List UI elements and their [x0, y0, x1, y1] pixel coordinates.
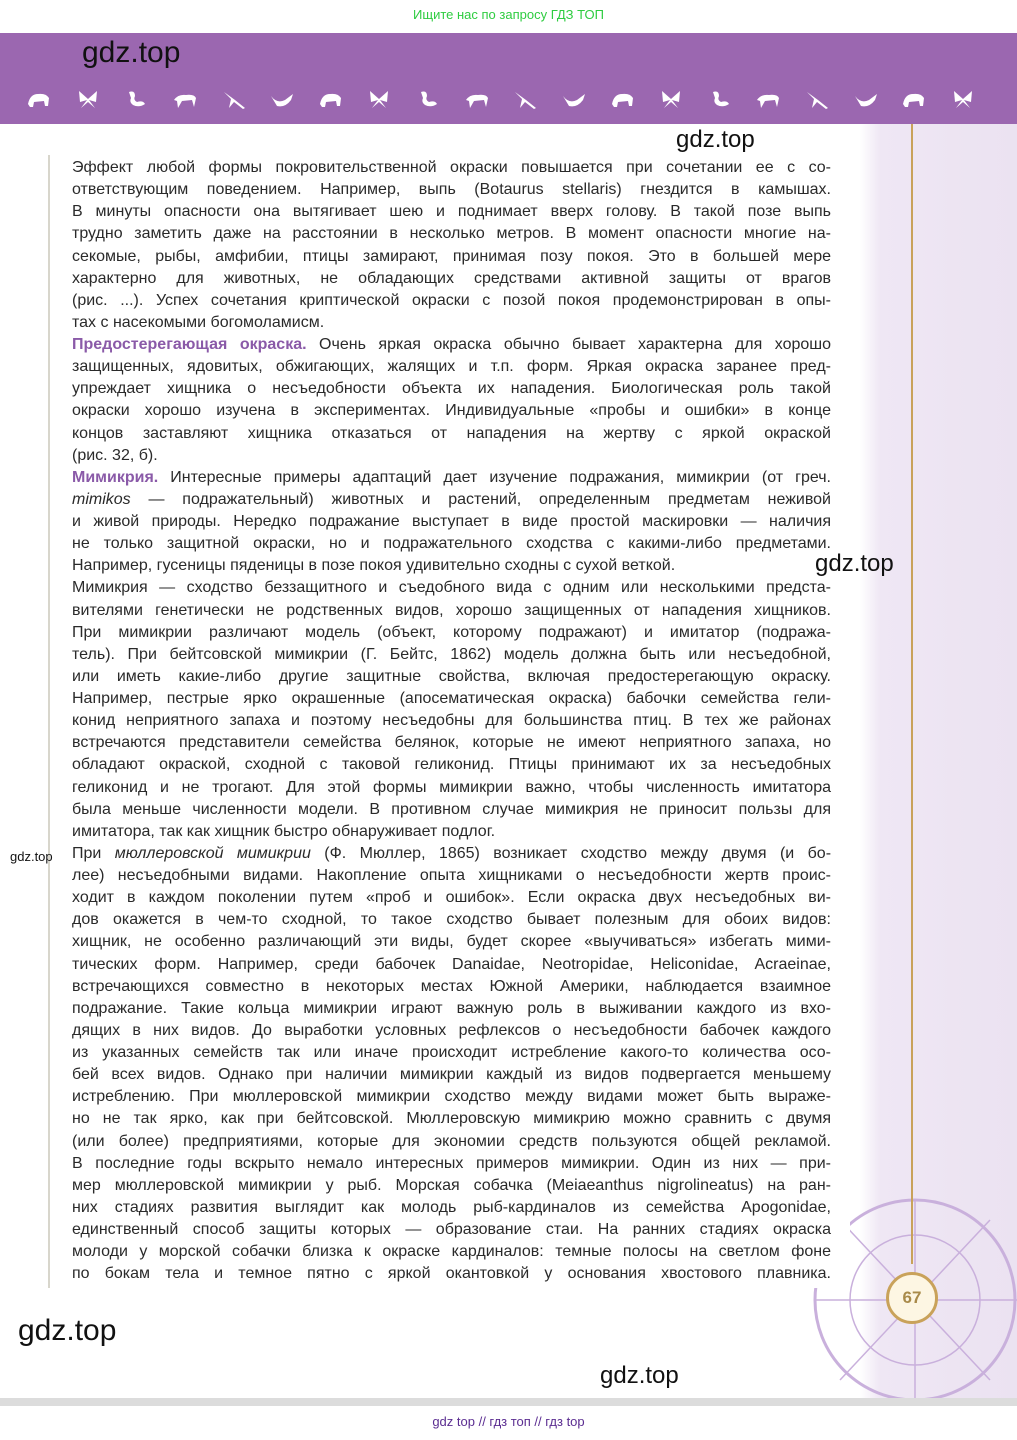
text-segment: секомые, рыбы, амфибии, птицы замирают, принимая позу покоя. Это в большей мере	[72, 247, 831, 265]
animal-silhouette-row	[26, 88, 976, 110]
text-segment: обладают окраской, сходной с таковой геликонид. Птицы принимают их за несъедобных	[72, 756, 831, 774]
text-segment: тель). При бейтсовской мимикрии (Г. Бейтс, 1862) модель должна быть или несъедобной,	[72, 645, 831, 663]
animal-silhouette-icon	[366, 88, 392, 110]
page-bottom-edge	[0, 1398, 1017, 1406]
text-line	[72, 1197, 831, 1219]
text-line	[72, 1219, 831, 1241]
animal-silhouette-icon	[610, 88, 636, 110]
text-segment: (Ф. Мюллер, 1865) возникает сходство между двумя (и бо-	[310, 844, 832, 862]
text-segment: ответствующим поведением. Например, выпь (Botaurus stellaris) гнездится в камышах.	[72, 181, 831, 199]
text-line	[72, 246, 831, 268]
text-line	[72, 1153, 831, 1175]
text-line	[72, 622, 831, 644]
text-segment: вителями генетически не родственных видов, хорошо защищенных от нападения хищников.	[72, 601, 831, 619]
text-segment: Интересные примеры адаптаций дает изучение подражания, мимикрии (от греч.	[158, 468, 831, 486]
text-segment: молоди у морской собачки близка к окраске кардиналов: темные полосы на светлом фоне	[72, 1243, 831, 1261]
text-segment: единственный способ защиты которых — образование стаи. На ранних стадиях окраска	[72, 1221, 831, 1238]
animal-silhouette-icon	[512, 88, 538, 110]
text-segment: хищник, не особенно различающий эти виды, будет скорее «выучиваться» избегать мими-	[72, 933, 831, 951]
animal-silhouette-icon	[561, 88, 587, 110]
text-line	[72, 1064, 831, 1086]
text-segment: бей всех видов. Однако при наличии мимикрии каждый из видов подвергается меньшему	[72, 1066, 831, 1084]
text-segment: лее) несъедобными видами. Накопление опыта хищниками о несъедобности жертв проис-	[72, 867, 831, 884]
text-line	[72, 1175, 831, 1197]
animal-silhouette-icon	[707, 88, 733, 110]
watermark: gdz.top	[82, 36, 181, 69]
text-segment: по бокам тела и темное пятно с яркой окантовкой у основания хвостового плавника.	[72, 1265, 831, 1283]
text-line	[72, 467, 831, 489]
page-number: 67	[886, 1272, 938, 1324]
text-segment: характерно для животных, не обладающих средствами активной защиты от врагов	[72, 269, 831, 287]
text-line	[72, 644, 831, 666]
text-line	[72, 1086, 831, 1108]
text-segment: имитатора, так как хищник быстро обнаруживает подлог.	[72, 822, 496, 840]
text-segment: упреждает хищника о несъедобности объекта их нападения. Биологическая роль такой	[72, 380, 831, 398]
text-line	[72, 600, 831, 622]
text-segment: из указанных семейств так или иначе происходит истребление какого-то количества осо-	[72, 1044, 831, 1061]
section-heading: Мимикрия.	[72, 468, 159, 486]
text-segment: дящих в них видов. До выработки условных рефлексов о несъедобности бабочек каждого	[72, 1021, 831, 1039]
text-segment: защищенных, ядовитых, обжигающих, жалящих и т.п. форм. Яркая окраска заранее пред-	[72, 358, 831, 376]
text-line	[72, 334, 831, 356]
animal-silhouette-icon	[464, 88, 490, 110]
search-hint: Ищите нас по запросу ГДЗ ТОП	[413, 7, 604, 22]
animal-silhouette-icon	[853, 88, 879, 110]
text-segment: встречаются представители семейства белянок, которые не имеют неприятного запаха, но	[72, 734, 831, 752]
animal-silhouette-icon	[269, 88, 295, 110]
text-line	[72, 489, 831, 511]
text-segment: окраски хорошо изучена в экспериментах. Индивидуальные «пробы и ошибки» в конце	[72, 402, 831, 420]
text-segment: Очень яркая окраска обычно бывает характерна для хорошо	[306, 336, 832, 353]
text-segment: тах с насекомыми богомоламисм.	[72, 313, 325, 331]
text-segment: дов окажется в чем-то сходной, то такое сходство бывает полезным для обоих видов:	[72, 911, 831, 929]
text-line	[72, 777, 831, 799]
page-margin-line	[911, 124, 913, 1264]
text-segment: встречающихся совместно в некоторых местах Южной Америки, наблюдается взаимное	[72, 977, 831, 995]
text-line	[72, 312, 831, 334]
animal-silhouette-icon	[26, 88, 52, 110]
animal-silhouette-icon	[172, 88, 198, 110]
text-segment: них стадиях развития выглядит как молодь рыб-кардиналов из семейства Apogonidae,	[72, 1198, 831, 1216]
text-line	[72, 533, 831, 555]
text-line	[72, 423, 831, 445]
text-segment: истреблению. При мюллеровской мимикрии сходство между видами может быть выраже-	[72, 1088, 831, 1106]
text-line	[72, 1263, 831, 1285]
animal-silhouette-icon	[75, 88, 101, 110]
text-line	[72, 998, 831, 1020]
text-line	[72, 688, 831, 710]
text-line	[72, 201, 831, 223]
watermark: gdz.top	[815, 550, 894, 577]
text-segment: — подражательный) животных и растений, определенным предметам неживой	[130, 490, 831, 508]
text-segment: (рис. 32, б).	[72, 446, 158, 464]
italic-term: mimikos	[72, 490, 131, 508]
text-segment: не только защитной окраски, но и подражательного сходства с какими-либо предметами.	[72, 535, 831, 553]
text-line	[72, 710, 831, 732]
italic-term: мюллеровской мимикрии	[114, 844, 311, 862]
text-line	[72, 356, 831, 378]
animal-silhouette-icon	[123, 88, 149, 110]
watermark: gdz.top	[600, 1362, 679, 1389]
text-line	[72, 976, 831, 998]
text-segment: конид неприятного запаха и поэтому несъедобны для большинства птиц. В тех же районах	[72, 712, 831, 730]
text-segment: Мимикрия — сходство беззащитного и съедобного вида с одним или несколькими предста-	[72, 579, 831, 597]
text-segment: В последние годы вскрыто немало интересных примеров мимикрии. Один из них — при-	[72, 1154, 831, 1172]
text-line	[72, 290, 831, 312]
text-segment: но не так ярко, как при бейтсовской. Мюллеровскую мимикрию можно сравнить с двумя	[72, 1110, 831, 1128]
text-line	[72, 400, 831, 422]
text-segment: Например, пестрые ярко окрашенные (апосематическая окраска) бабочки семейства гели-	[72, 690, 831, 707]
text-segment: или иметь какие-либо другие защитные свойства, включая предостерегающую окраску.	[72, 667, 831, 685]
text-line	[72, 1108, 831, 1130]
text-line	[72, 732, 831, 754]
text-segment: ходит в каждом поколении путем «проб и ошибок». Если окраска двух несъедобных ви-	[72, 889, 831, 907]
text-line	[72, 157, 831, 179]
animal-silhouette-icon	[901, 88, 927, 110]
text-line	[72, 445, 831, 467]
text-line	[72, 511, 831, 533]
text-segment: При мимикрии различают модель (объект, которому подражают) и имитатор (подража-	[72, 623, 831, 641]
animal-silhouette-icon	[950, 88, 976, 110]
text-segment: и живой природы. Нередко подражание выступает в виде простой маскировки — наличия	[72, 513, 831, 530]
section-heading: Предостерегающая окраска.	[72, 336, 307, 353]
footer-links: gdz top // гдз топ // гдз top	[432, 1414, 585, 1429]
animal-silhouette-icon	[221, 88, 247, 110]
animal-silhouette-icon	[415, 88, 441, 110]
text-line	[72, 577, 831, 599]
text-line	[72, 179, 831, 201]
text-line	[72, 865, 831, 887]
text-segment: (рис. ...). Успех сочетания криптической окраски с позой покоя продемонстрирован в опы-	[72, 291, 831, 309]
text-segment: мер мюллеровской мимикрии у рыб. Морская собачка (Meiaeanthus nigrolineatus) на ран-	[72, 1176, 831, 1194]
text-line	[72, 1131, 831, 1153]
text-line	[72, 268, 831, 290]
text-segment: тических форм. Например, среди бабочек Danaidae, Neotropidae, Heliconidae, Acraeinae,	[72, 955, 831, 973]
watermark: gdz.top	[10, 849, 53, 864]
text-line	[72, 843, 831, 865]
text-line	[72, 378, 831, 400]
animal-silhouette-icon	[658, 88, 684, 110]
text-segment: Например, гусеницы пяденицы в позе покоя удивительно сходны с сухой веткой.	[72, 557, 676, 575]
text-segment: трудно заметить даже на расстоянии в несколько метров. В момент опасности многие на-	[72, 225, 831, 243]
text-segment: В минуты опасности она вытягивает шею и поднимает вверх голову. В такой позе выпь	[72, 203, 831, 221]
text-segment: Эффект любой формы покровительственной окраски повышается при сочетании ее с со-	[72, 159, 831, 176]
text-line	[72, 909, 831, 931]
animal-silhouette-icon	[318, 88, 344, 110]
text-line	[72, 931, 831, 953]
text-line	[72, 799, 831, 821]
animal-silhouette-icon	[755, 88, 781, 110]
animal-silhouette-icon	[804, 88, 830, 110]
text-segment: геликонид и не трогают. Для этой формы мимикрии важно, чтобы численность имитатора	[72, 778, 831, 796]
text-segment: (или более) предприятиями, которые для экономии средств пользуются общей рекламой.	[72, 1132, 831, 1150]
text-segment: концов заставляют хищника отказаться от нападения на жертву с яркой окраской	[72, 424, 831, 442]
watermark: gdz.top	[18, 1314, 117, 1347]
body-text	[72, 157, 831, 1285]
text-line	[72, 555, 831, 577]
text-line	[72, 223, 831, 245]
text-line	[72, 666, 831, 688]
text-segment: При	[72, 844, 115, 862]
text-line	[72, 821, 831, 843]
text-line	[72, 954, 831, 976]
text-line	[72, 1020, 831, 1042]
text-line	[72, 1042, 831, 1064]
watermark: gdz.top	[676, 126, 755, 153]
text-line	[72, 887, 831, 909]
text-segment: подражание. Такие кольца мимикрии играют важную роль в выживании каждого из вхо-	[72, 999, 831, 1017]
text-segment: была меньше численности модели. В противном случае мимикрия не приносит пользы для	[72, 800, 831, 818]
text-line	[72, 754, 831, 776]
text-line	[72, 1241, 831, 1263]
